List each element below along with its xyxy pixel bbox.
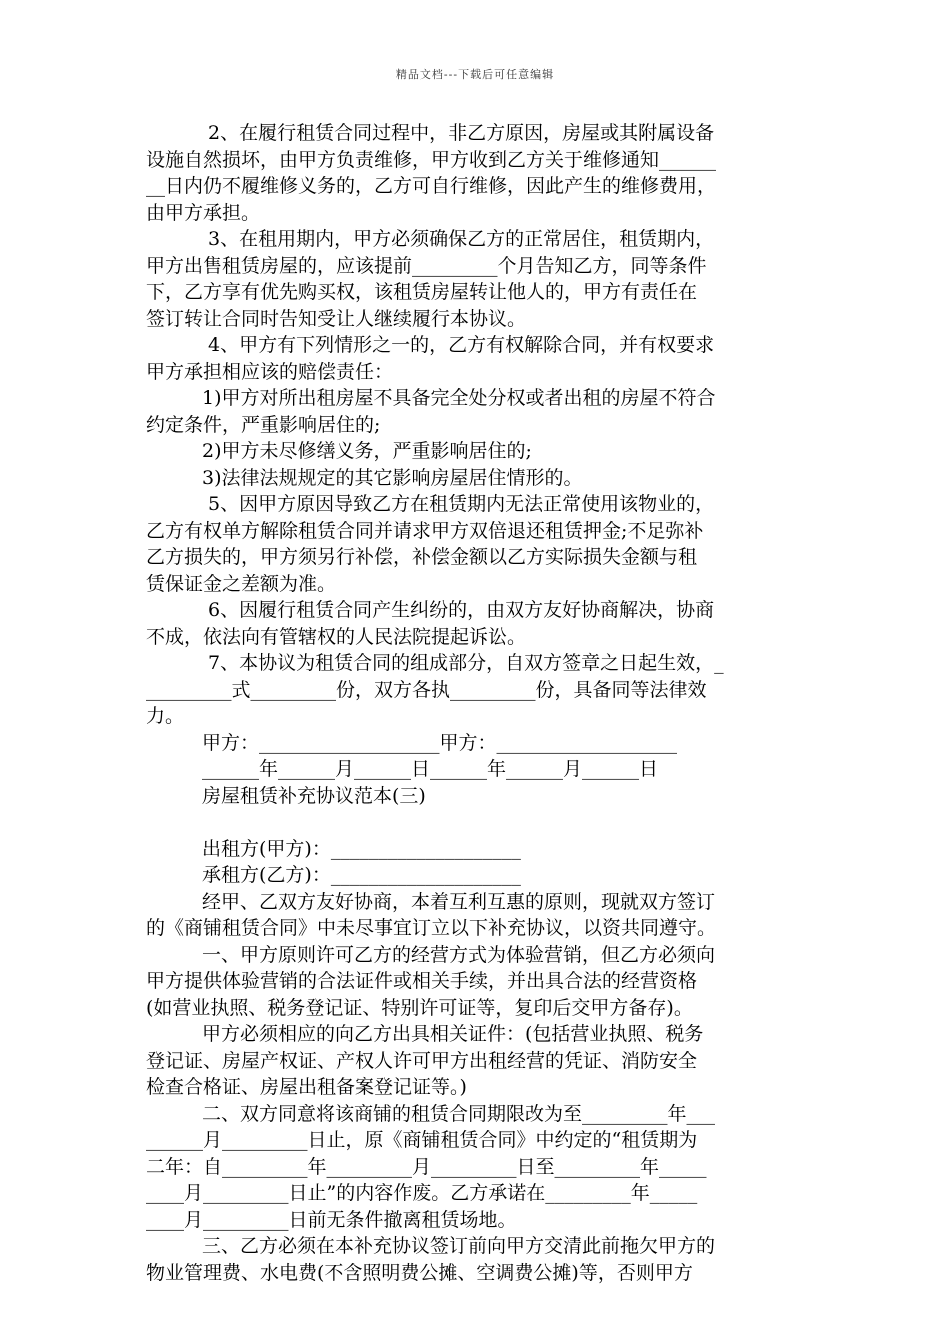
text-line: 3)法律法规规定的其它影响房屋居住情形的。 [202,466,583,489]
text-line: 3、在租用期内，甲方必须确保乙方的正常居住，租赁期内， [208,228,715,250]
text-line: 约定条件，严重影响居住的; [146,413,381,436]
text-line: 登记证、房屋产权证、产权人许可甲方出租经营的凭证、消防安全 [146,1049,698,1072]
text-line: 二、双方同意将该商铺的租赁合同期限改为至_________年___ [202,1102,716,1125]
text-line: 一、甲方原则许可乙方的经营方式为体验营销，但乙方必须向 [202,943,716,966]
text-line: 检查合格证、房屋出租备案登记证等。) [146,1076,467,1098]
text-line: 不成，依法向有管辖权的人民法院提起诉讼。 [146,625,527,648]
page-header: 精品文档---下载后可任意编辑 [395,68,555,81]
text-line: 设施自然损坏，由甲方负责维修，甲方收到乙方关于维修通知______ [146,148,717,171]
text-line: 签订转让合同时告知受让人继续履行本协议。 [146,307,527,330]
text-line: 甲方提供体验营销的合法证件或相关手续，并出具合法的经营资格 [146,970,698,992]
text-line: ______月_________日止，原《商铺租赁合同》中约定的“租赁期为 [146,1129,698,1151]
text-line: 7、本协议为租赁合同的组成部分，自双方签章之日起生效，_ [208,652,724,674]
section-title: 房屋租赁补充协议范本(三) [202,784,426,807]
lessor-line: 出租方(甲方)：____________________ [202,837,521,860]
text-line: _________式_________份，双方各执_________份，具备同等法律效 [146,678,707,701]
lessee-line: 承租方(乙方)：____________________ [202,864,521,886]
text-line: (如营业执照、税务登记证、特别许可证等，复印后交甲方备存)。 [146,996,693,1019]
text-line: 物业管理费、水电费(不含照明费公摊、空调费公摊)等，否则甲方 [146,1261,693,1284]
text-line: 由甲方承担。 [146,201,261,224]
blank-line [146,809,806,836]
signature-line: 甲方：___________________甲方：___________________ [202,731,678,754]
text-line: 甲方必须相应的向乙方出具相关证件：(包括营业执照、税务 [202,1023,704,1045]
text-line: 乙方有权单方解除租赁合同并请求甲方双倍退还租赁押金;不足弥补 [146,519,704,542]
document-body [146,120,806,1286]
text-line: 赁保证金之差额为准。 [146,572,337,595]
text-line: 4、甲方有下列情形之一的，乙方有权解除合同，并有权要求 [208,334,715,356]
text-line: 经甲、乙双方友好协商，本着互利互惠的原则，现就双方签订 [202,890,716,913]
text-line: 三、乙方必须在本补充协议签订前向甲方交清此前拖欠甲方的 [202,1235,716,1257]
text-line: 甲方承担相应该的赔偿责任： [146,360,394,383]
date-line: ______年______月______日______年______月______日 [202,758,659,780]
text-line: 下，乙方享有优先购买权，该租赁房屋转让他人的，甲方有责任在 [146,281,698,303]
text-line: ____月_________日前无条件撤离租赁场地。 [146,1208,517,1231]
text-line: __日内仍不履维修义务的，乙方可自行维修，因此产生的维修费用， [146,175,717,197]
text-line: 2、在履行租赁合同过程中，非乙方原因，房屋或其附属设备 [208,122,715,144]
text-line: ____月_________日止”的内容作废。乙方承诺在_________年_____ [146,1182,698,1204]
text-line: 力。 [146,705,185,727]
text-line: 2)甲方未尽修缮义务，严重影响居住的; [202,440,532,462]
text-line: 1)甲方对所出租房屋不具备完全处分权或者出租的房屋不符合 [202,387,716,409]
text-line: 5、因甲方原因导致乙方在租赁期内无法正常使用该物业的， [208,493,715,515]
text-line: 6、因履行租赁合同产生纠纷的，由双方友好协商解决，协商 [208,599,715,621]
text-line: 二年：自_________年_________月_________日至_________年_____ [146,1155,707,1178]
text-line: 的《商铺租赁合同》中未尽事宜订立以下补充协议，以资共同遵守。 [146,917,717,939]
text-line: 乙方损失的，甲方须另行补偿，补偿金额以乙方实际损失金额与租 [146,546,698,568]
text-line: 甲方出售租赁房屋的，应该提前_________个月告知乙方，同等条件 [146,254,707,277]
